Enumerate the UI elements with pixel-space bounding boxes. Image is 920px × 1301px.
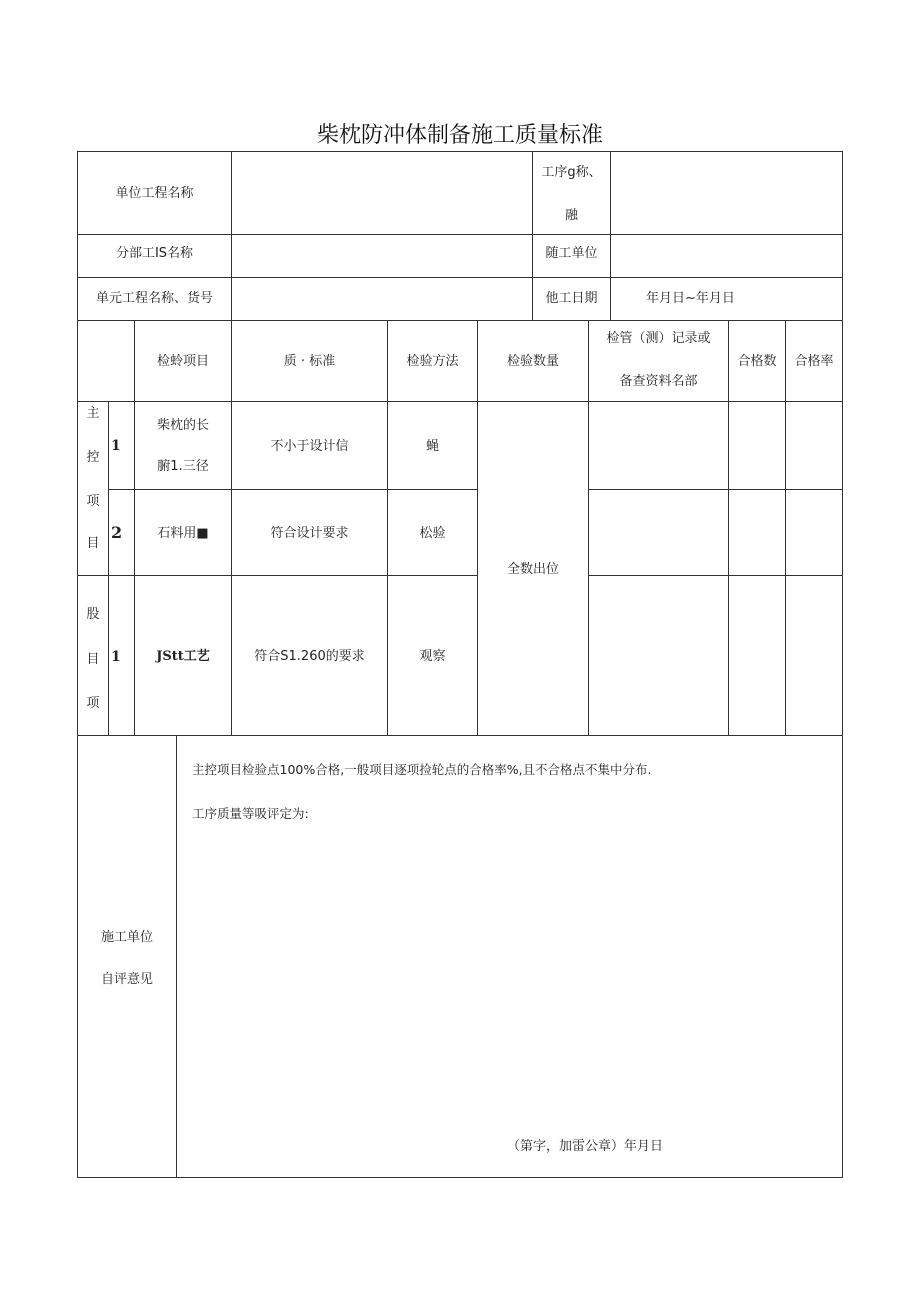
inspection-method-cell: 观察	[419, 649, 446, 664]
main-control-label-char: 主	[86, 406, 100, 421]
col-record-line1: 检管（测）记录或	[606, 331, 711, 346]
inspection-method-cell: 松验	[419, 526, 446, 541]
row-number: 2	[111, 523, 123, 542]
col-qualified-count: 合格数	[737, 354, 777, 369]
item-name-line2: 腑1.三径	[157, 459, 209, 474]
evaluation-text-line2: 工序质量等吸评定为:	[192, 806, 309, 821]
page-title: 柴枕防冲体制备施工质量标准	[316, 123, 603, 148]
grid-line	[77, 277, 843, 278]
main-control-label-char: 控	[86, 450, 100, 465]
grid-line	[77, 735, 843, 736]
grid-line	[108, 489, 477, 490]
grid-line	[77, 234, 843, 235]
item-name-cell: 石料用■	[157, 526, 209, 541]
main-control-label-char: 目	[86, 536, 100, 551]
general-label-char: 股	[86, 607, 100, 622]
col-inspection-item: 检蛉项目	[156, 354, 209, 369]
col-quality-standard: 质 · 标准	[283, 354, 336, 369]
col-inspection-quantity: 检验数量	[506, 354, 559, 369]
quality-standard-cell: 不小于设计信	[270, 439, 349, 454]
construction-date-label: 他工日期	[545, 291, 598, 306]
grid-line	[477, 320, 478, 735]
item-name-cell: JStt工艺	[156, 649, 210, 664]
grid-line	[588, 575, 843, 576]
row-number: 1	[111, 649, 121, 665]
process-name-label-line1: 工序g称、	[541, 165, 602, 180]
general-label-char: 项	[86, 696, 100, 711]
inspection-quantity-merged: 全数出位	[506, 562, 559, 577]
general-label-char: 目	[86, 652, 100, 667]
evaluation-text-line1: 主控项目检验点100%合格,一般项目逐项捡轮点的合格率%,且不合格点不集中分布.	[192, 762, 652, 777]
grid-line	[108, 401, 109, 735]
process-name-label-line2: 融	[564, 208, 578, 223]
inspection-method-cell: 蝇	[425, 439, 439, 454]
grid-line	[176, 735, 177, 1178]
col-record-line2: 备查资料名部	[619, 374, 698, 389]
evaluation-label-line2: 自评意见	[100, 972, 153, 987]
quality-standard-cell: 符合设计要求	[270, 526, 349, 541]
col-inspection-method: 检验方法	[406, 354, 459, 369]
item-name-line1: 柴枕的长	[156, 418, 209, 433]
main-control-label-char: 项	[86, 494, 100, 509]
division-name-label: 分部工IS名称	[115, 246, 194, 261]
grid-line	[728, 320, 729, 735]
grid-line	[785, 320, 786, 735]
grid-line	[610, 151, 611, 320]
grid-line	[77, 151, 843, 152]
signature-line: （第字，加雷公章）年月日	[507, 1139, 664, 1154]
unit-element-name-label: 单元工程名称、货号	[95, 291, 213, 306]
unit-project-name-label: 单位工程名称	[115, 186, 194, 201]
construction-unit-label: 随工单位	[545, 246, 598, 261]
grid-line	[588, 489, 843, 490]
grid-line	[842, 151, 843, 1178]
evaluation-label-line1: 施工单位	[100, 930, 153, 945]
grid-line	[77, 575, 477, 576]
row-number: 1	[111, 438, 121, 454]
construction-date-value: 年月日~年月日	[646, 291, 735, 306]
grid-line	[77, 1177, 843, 1178]
col-qualified-rate: 合格率	[794, 354, 834, 369]
quality-standard-cell: 符合S1.260的要求	[254, 649, 365, 664]
